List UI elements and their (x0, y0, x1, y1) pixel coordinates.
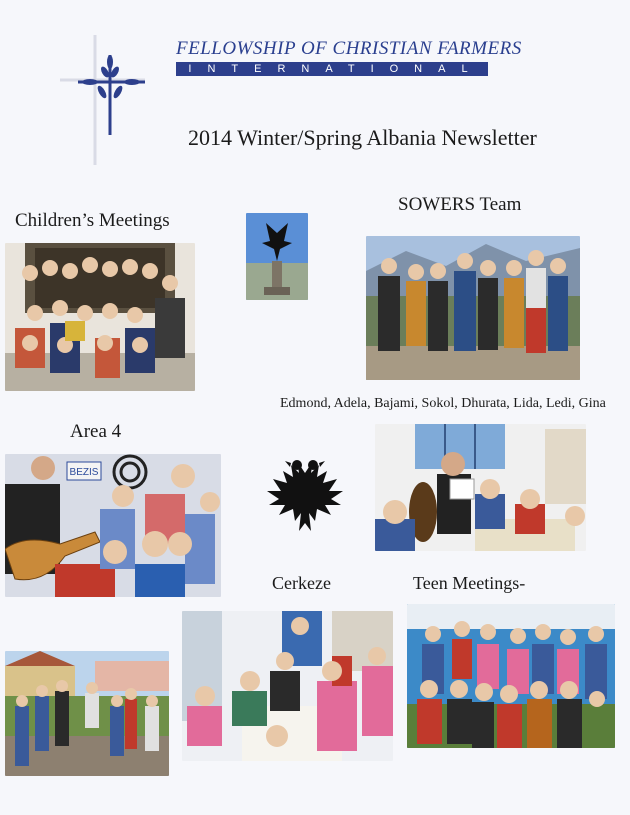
logo-name: FELLOWSHIP OF CHRISTIAN FARMERS (176, 38, 522, 59)
albanian-eagle (263, 455, 347, 539)
area-4-sign-text: BEZIS (69, 467, 99, 478)
heading-sowers-team: SOWERS Team (398, 194, 522, 215)
outdoor-games-photo (5, 651, 169, 776)
cross-wheat-icon (50, 30, 160, 170)
childrens-meeting-photo (5, 243, 195, 391)
area-4-photo (5, 454, 221, 597)
sowers-caption: Edmond, Adela, Bajami, Sokol, Dhurata, Lida, Ledi, Gina (280, 396, 606, 411)
heading-teen-meetings: Teen Meetings- (413, 573, 526, 593)
heading-cerkeze: Cerkeze (272, 573, 331, 593)
heading-area-4: Area 4 (70, 421, 122, 442)
sowers-team-photo (366, 236, 580, 380)
albania-monument-photo (246, 213, 308, 300)
logo-cross-wheat (50, 30, 160, 170)
cerkeze-photo (182, 611, 393, 761)
heading-childrens-meetings: Children’s Meetings (15, 210, 170, 231)
logo-subtitle: INTERNATIONAL (176, 62, 488, 76)
teen-meetings-photo (407, 604, 615, 748)
teen-discussion-photo (375, 424, 586, 551)
double-headed-eagle-icon (263, 455, 347, 539)
organization-logo (176, 38, 522, 84)
newsletter-title: 2014 Winter/Spring Albania Newsletter (188, 125, 537, 150)
